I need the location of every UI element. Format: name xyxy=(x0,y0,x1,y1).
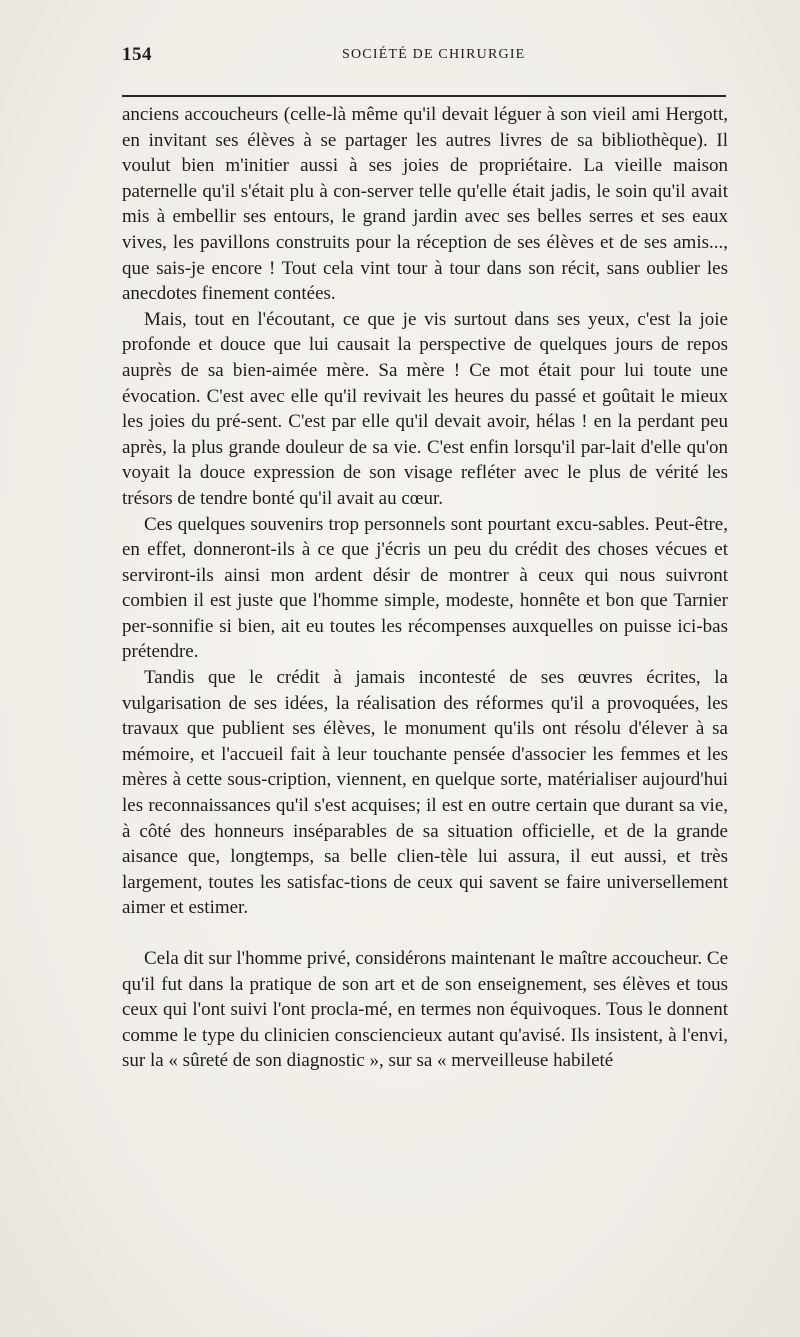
paragraph-2: Mais, tout en l'écoutant, ce que je vis surtout dans ses yeux, c'est la joie profonde et douce que lui causait la perspective de quelques jours de repos auprès de sa bien-aimée mère. Sa mère ! Ce mot était pour lui toute une évocation. C'est avec elle qu'il revivait les heures du passé et goûtait le mieux les joies du pré-sent. C'est par elle qu'il devait avoir, hélas ! en la perdant peu après, la plus grande douleur de sa vie. C'est enfin lorsqu'il par-lait d'elle qu'on voyait la douce expression de son visage refléter avec le plus de vérité les trésors de tendre bonté qu'il avait au cœur. xyxy=(122,308,728,509)
paragraph-1: anciens accoucheurs (celle-là même qu'il devait léguer à son vieil ami Hergott, en invitant ses élèves à se partager les autres livres de sa bibliothèque). Il voulut bien m'initier aussi à ses joies de propriétaire. La vieille maison paternelle qu'il s'était plu à con-server telle qu'elle était jadis, le soin qu'il avait mis à embellir ses entours, le grand jardin avec ses belles serres et ses eaux vives, les pavillons construits pour la réception de ses élèves et de ses amis..., que sais-je encore ! Tout cela vint tour à tour dans son récit, sans oublier les anecdotes finement contées. xyxy=(122,104,728,305)
paragraph-3: Ces quelques souvenirs trop personnels sont pourtant excu-sables. Peut-être, en effet, donneront-ils à ce que j'écris un peu du crédit des choses vécues et serviront-ils ainsi mon ardent désir de montrer à ceux qui nous suivront combien il est juste que l'homme simple, modeste, honnête et bon que Tarnier per-sonnifie si bien, ait eu toutes les récompenses auxquelles on puisse ici-bas prétendre. xyxy=(122,513,728,663)
running-title: SOCIÉTÉ DE CHIRURGIE xyxy=(342,47,526,62)
header-rule xyxy=(122,95,726,97)
page-body xyxy=(122,102,728,1074)
paragraph-5: Cela dit sur l'homme privé, considérons maintenant le maître accoucheur. Ce qu'il fut dans la pratique de son art et de son enseignement, ses élèves et tous ceux qui l'ont suivi l'ont procla-mé, en termes non équivoques. Tous le donnent comme le type du clinicien consciencieux autant qu'avisé. Ils insistent, à l'envi, sur la « sûreté de son diagnostic », sur sa « merveilleuse habileté xyxy=(122,948,728,1072)
paragraph-4: Tandis que le crédit à jamais incontesté de ses œuvres écrites, la vulgarisation de ses idées, la réalisation des réformes qu'il a provoquées, les travaux que publient ses élèves, le monument qu'ils ont résolu d'élever à sa mémoire, et l'accueil fait à leur touchante pensée d'associer les femmes et les mères à cette sous-cription, viennent, en quelque sorte, matérialiser aujourd'hui les reconnaissances qu'il s'est acquises; il est en outre certain que durant sa vie, à côté des honneurs inséparables de sa situation officielle, et de la grande aisance que, longtemps, sa belle clien-tèle lui assura, il eut aussi, et très largement, toutes les satisfac-tions de ceux qui savent se faire universellement aimer et estimer. xyxy=(122,667,728,919)
page-number: 154 xyxy=(122,44,152,65)
page-header xyxy=(122,44,726,72)
